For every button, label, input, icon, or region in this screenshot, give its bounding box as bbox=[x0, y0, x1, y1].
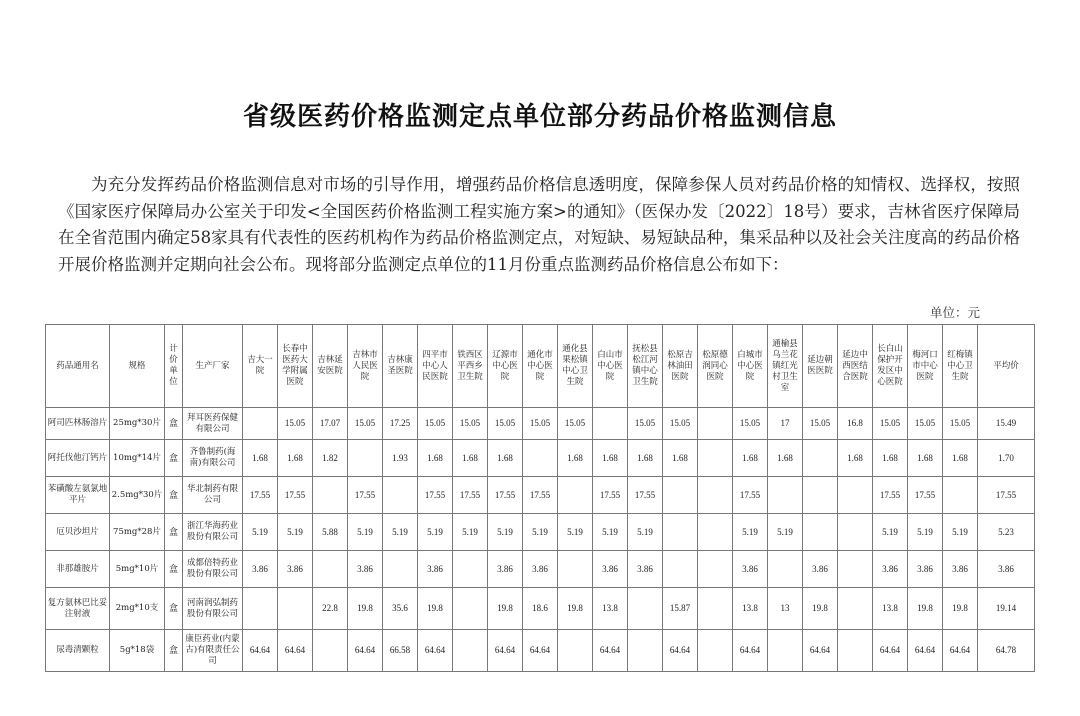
price-cell: 5.19 bbox=[243, 514, 278, 551]
price-cell: 5.19 bbox=[453, 514, 488, 551]
price-cell: 1.68 bbox=[453, 440, 488, 477]
table-row bbox=[46, 551, 1035, 588]
price-cell: 19.8 bbox=[558, 588, 593, 630]
price-cell bbox=[698, 588, 733, 630]
unit-cell: 盒 bbox=[165, 477, 183, 514]
price-cell bbox=[628, 630, 663, 672]
price-cell: 15.05 bbox=[558, 408, 593, 440]
unit-cell: 盒 bbox=[165, 551, 183, 588]
header-hospital: 松原吉林油田医院 bbox=[663, 325, 698, 408]
price-cell: 15.05 bbox=[803, 408, 838, 440]
price-cell: 64.64 bbox=[488, 630, 523, 672]
price-cell: 15.05 bbox=[488, 408, 523, 440]
price-cell: 15.05 bbox=[628, 408, 663, 440]
price-cell: 64.64 bbox=[908, 630, 943, 672]
header-hospital: 吉林康圣医院 bbox=[383, 325, 418, 408]
price-cell: 3.86 bbox=[523, 551, 558, 588]
price-cell: 5.19 bbox=[488, 514, 523, 551]
price-cell: 1.68 bbox=[733, 440, 768, 477]
price-cell bbox=[558, 477, 593, 514]
header-hospital: 通化县果松镇中心卫生院 bbox=[558, 325, 593, 408]
header-hospital: 吉林延安医院 bbox=[313, 325, 348, 408]
price-cell: 17.55 bbox=[523, 477, 558, 514]
header-hospital: 长春中医药大学附属医院 bbox=[278, 325, 313, 408]
price-cell bbox=[383, 551, 418, 588]
price-cell bbox=[313, 630, 348, 672]
header-unit: 计价单位 bbox=[165, 325, 183, 408]
header-hospital: 四平市中心人民医院 bbox=[418, 325, 453, 408]
price-cell: 13.8 bbox=[873, 588, 908, 630]
price-cell bbox=[803, 477, 838, 514]
header-hospital: 吉大一院 bbox=[243, 325, 278, 408]
price-cell bbox=[663, 551, 698, 588]
price-cell: 5.19 bbox=[593, 514, 628, 551]
price-cell bbox=[838, 588, 873, 630]
intro-paragraph bbox=[58, 172, 1020, 278]
price-cell bbox=[243, 408, 278, 440]
price-cell bbox=[628, 588, 663, 630]
average-price-cell: 3.86 bbox=[978, 551, 1035, 588]
price-cell bbox=[768, 551, 803, 588]
price-cell: 17.55 bbox=[908, 477, 943, 514]
price-cell: 64.64 bbox=[278, 630, 313, 672]
spec-cell: 2.5mg*30片 bbox=[110, 477, 165, 514]
table-row bbox=[46, 630, 1035, 672]
average-price-cell: 1.70 bbox=[978, 440, 1035, 477]
price-cell bbox=[453, 588, 488, 630]
header-hospital: 梅河口市中心医院 bbox=[908, 325, 943, 408]
price-cell: 64.64 bbox=[523, 630, 558, 672]
price-cell: 3.86 bbox=[628, 551, 663, 588]
price-cell: 17.55 bbox=[418, 477, 453, 514]
price-cell: 17.55 bbox=[453, 477, 488, 514]
price-cell bbox=[698, 514, 733, 551]
price-cell bbox=[453, 551, 488, 588]
average-price-cell: 17.55 bbox=[978, 477, 1035, 514]
manufacturer-cell: 华北制药有限公司 bbox=[183, 477, 243, 514]
price-cell: 15.05 bbox=[453, 408, 488, 440]
unit-label: 单位：元 bbox=[930, 305, 981, 320]
drug-name-cell: 厄贝沙坦片 bbox=[46, 514, 110, 551]
unit-cell: 盒 bbox=[165, 630, 183, 672]
price-cell bbox=[663, 514, 698, 551]
spec-cell: 5mg*10片 bbox=[110, 551, 165, 588]
price-cell: 15.05 bbox=[418, 408, 453, 440]
price-cell bbox=[558, 630, 593, 672]
unit-cell: 盒 bbox=[165, 440, 183, 477]
table-row bbox=[46, 440, 1035, 477]
drug-name-cell: 非那雄胺片 bbox=[46, 551, 110, 588]
price-cell: 5.88 bbox=[313, 514, 348, 551]
spec-cell: 25mg*30片 bbox=[110, 408, 165, 440]
price-cell: 17.55 bbox=[243, 477, 278, 514]
table-header-row bbox=[46, 325, 1035, 408]
price-cell: 17 bbox=[768, 408, 803, 440]
header-hospital: 通榆县乌兰花镇红光村卫生室 bbox=[768, 325, 803, 408]
table-row bbox=[46, 477, 1035, 514]
price-cell bbox=[803, 440, 838, 477]
price-cell bbox=[838, 630, 873, 672]
table-row bbox=[46, 514, 1035, 551]
unit-cell: 盒 bbox=[165, 588, 183, 630]
price-cell: 17.55 bbox=[733, 477, 768, 514]
price-cell: 22.8 bbox=[313, 588, 348, 630]
table-row bbox=[46, 588, 1035, 630]
price-cell: 19.8 bbox=[488, 588, 523, 630]
price-cell: 5.19 bbox=[278, 514, 313, 551]
header-hospital: 白城市中心医院 bbox=[733, 325, 768, 408]
price-cell: 1.68 bbox=[243, 440, 278, 477]
price-cell: 3.86 bbox=[943, 551, 978, 588]
price-cell: 3.86 bbox=[593, 551, 628, 588]
price-cell: 1.68 bbox=[768, 440, 803, 477]
price-cell: 19.8 bbox=[908, 588, 943, 630]
spec-cell: 10mg*14片 bbox=[110, 440, 165, 477]
price-cell: 64.64 bbox=[663, 630, 698, 672]
table-body bbox=[46, 408, 1035, 672]
drug-name-cell: 阿托伐他汀钙片 bbox=[46, 440, 110, 477]
price-cell: 3.86 bbox=[908, 551, 943, 588]
header-hospital: 通化市中心医院 bbox=[523, 325, 558, 408]
spec-cell: 2mg*10支 bbox=[110, 588, 165, 630]
header-hospital: 松原德润同心医院 bbox=[698, 325, 733, 408]
price-cell: 64.64 bbox=[943, 630, 978, 672]
price-cell: 3.86 bbox=[803, 551, 838, 588]
price-cell bbox=[313, 477, 348, 514]
price-cell: 1.68 bbox=[418, 440, 453, 477]
header-hospital: 抚松县松江河镇中心卫生院 bbox=[628, 325, 663, 408]
header-hospital: 白山市中心医院 bbox=[593, 325, 628, 408]
header-average: 平均价 bbox=[978, 325, 1035, 408]
price-cell bbox=[558, 551, 593, 588]
price-cell bbox=[348, 440, 383, 477]
price-cell: 15.05 bbox=[873, 408, 908, 440]
average-price-cell: 64.78 bbox=[978, 630, 1035, 672]
price-cell: 15.05 bbox=[908, 408, 943, 440]
price-cell: 5.19 bbox=[873, 514, 908, 551]
price-cell: 64.64 bbox=[593, 630, 628, 672]
price-cell bbox=[593, 408, 628, 440]
header-name: 药品通用名 bbox=[46, 325, 110, 408]
intro-text: 为充分发挥药品价格监测信息对市场的引导作用，增强药品价格信息透明度，保障参保人员对药品价格的知情权、选择权，按照《国家医疗保障局办公室关于印发<全国医药价格监测工程实施方案>的通知》（医保办发〔2022〕18号）要求，吉林省医疗保障局在全省范围内确定58家具有代表性的医药机构作为药品价格监测定点，对短缺、易短缺品种，集采品种以及社会关注度高的药品价格开展价格监测并定期向社会公布。现将部分监测定点单位的11月份重点监测药品价格信息公布如下： bbox=[58, 175, 1020, 274]
price-cell: 64.64 bbox=[243, 630, 278, 672]
price-cell: 1.68 bbox=[908, 440, 943, 477]
price-cell: 17.07 bbox=[313, 408, 348, 440]
price-cell: 66.58 bbox=[383, 630, 418, 672]
price-cell: 15.05 bbox=[348, 408, 383, 440]
price-cell: 19.8 bbox=[943, 588, 978, 630]
price-cell bbox=[383, 477, 418, 514]
price-cell: 1.93 bbox=[383, 440, 418, 477]
price-cell bbox=[698, 440, 733, 477]
price-cell: 15.05 bbox=[733, 408, 768, 440]
drug-name-cell: 阿司匹林肠溶片 bbox=[46, 408, 110, 440]
price-cell bbox=[838, 514, 873, 551]
price-cell: 64.64 bbox=[803, 630, 838, 672]
header-manufacturer: 生产厂家 bbox=[183, 325, 243, 408]
price-cell bbox=[453, 630, 488, 672]
average-price-cell: 15.49 bbox=[978, 408, 1035, 440]
price-cell: 1.68 bbox=[628, 440, 663, 477]
price-cell: 5.19 bbox=[733, 514, 768, 551]
price-cell: 1.68 bbox=[558, 440, 593, 477]
price-cell bbox=[523, 440, 558, 477]
header-hospital: 红梅镇中心卫生院 bbox=[943, 325, 978, 408]
unit-cell: 盒 bbox=[165, 408, 183, 440]
price-cell: 5.19 bbox=[558, 514, 593, 551]
table-row bbox=[46, 408, 1035, 440]
price-cell bbox=[698, 477, 733, 514]
price-cell: 19.8 bbox=[418, 588, 453, 630]
price-cell: 5.19 bbox=[418, 514, 453, 551]
price-table bbox=[45, 324, 1035, 672]
price-cell: 19.8 bbox=[803, 588, 838, 630]
header-hospital: 吉林市人民医院 bbox=[348, 325, 383, 408]
price-cell: 17.55 bbox=[348, 477, 383, 514]
drug-name-cell: 复方氨林巴比妥注射液 bbox=[46, 588, 110, 630]
price-cell: 17.55 bbox=[873, 477, 908, 514]
price-cell bbox=[838, 477, 873, 514]
price-cell bbox=[768, 477, 803, 514]
price-cell bbox=[698, 630, 733, 672]
price-cell: 1.68 bbox=[838, 440, 873, 477]
price-cell bbox=[278, 588, 313, 630]
manufacturer-cell: 康臣药业(内蒙古)有限责任公司 bbox=[183, 630, 243, 672]
price-cell: 1.68 bbox=[593, 440, 628, 477]
average-price-cell: 19.14 bbox=[978, 588, 1035, 630]
price-cell: 15.87 bbox=[663, 588, 698, 630]
manufacturer-cell: 浙江华海药业股份有限公司 bbox=[183, 514, 243, 551]
price-cell: 5.19 bbox=[348, 514, 383, 551]
price-cell: 15.05 bbox=[523, 408, 558, 440]
price-cell: 64.64 bbox=[348, 630, 383, 672]
price-cell: 13 bbox=[768, 588, 803, 630]
price-cell: 17.55 bbox=[593, 477, 628, 514]
price-cell: 13.8 bbox=[593, 588, 628, 630]
price-cell: 5.19 bbox=[943, 514, 978, 551]
header-spec: 规格 bbox=[110, 325, 165, 408]
price-cell: 3.86 bbox=[278, 551, 313, 588]
price-cell: 64.64 bbox=[733, 630, 768, 672]
price-cell: 15.05 bbox=[278, 408, 313, 440]
price-cell: 3.86 bbox=[733, 551, 768, 588]
price-cell: 5.19 bbox=[523, 514, 558, 551]
price-cell: 3.86 bbox=[243, 551, 278, 588]
price-cell: 1.68 bbox=[278, 440, 313, 477]
price-cell: 13.8 bbox=[733, 588, 768, 630]
average-price-cell: 5.23 bbox=[978, 514, 1035, 551]
price-cell: 1.68 bbox=[663, 440, 698, 477]
price-cell: 1.68 bbox=[873, 440, 908, 477]
header-hospital: 铁西区平西乡卫生院 bbox=[453, 325, 488, 408]
price-cell: 17.55 bbox=[628, 477, 663, 514]
price-cell: 18.6 bbox=[523, 588, 558, 630]
price-cell: 17.55 bbox=[278, 477, 313, 514]
manufacturer-cell: 齐鲁制药(海南)有限公司 bbox=[183, 440, 243, 477]
price-cell: 3.86 bbox=[418, 551, 453, 588]
header-hospital: 长白山保护开发区中心医院 bbox=[873, 325, 908, 408]
price-cell: 17.25 bbox=[383, 408, 418, 440]
price-cell bbox=[663, 477, 698, 514]
price-cell: 5.19 bbox=[908, 514, 943, 551]
manufacturer-cell: 拜耳医药保健有限公司 bbox=[183, 408, 243, 440]
price-cell bbox=[698, 551, 733, 588]
drug-name-cell: 苯磺酸左氨氯地平片 bbox=[46, 477, 110, 514]
price-cell bbox=[313, 551, 348, 588]
price-cell: 1.68 bbox=[488, 440, 523, 477]
price-cell: 64.64 bbox=[873, 630, 908, 672]
price-cell: 35.6 bbox=[383, 588, 418, 630]
spec-cell: 5g*18袋 bbox=[110, 630, 165, 672]
header-hospital: 延边中西医结合医院 bbox=[838, 325, 873, 408]
price-cell: 19.8 bbox=[348, 588, 383, 630]
unit-cell: 盒 bbox=[165, 514, 183, 551]
price-cell bbox=[803, 514, 838, 551]
price-cell: 17.55 bbox=[488, 477, 523, 514]
price-cell: 16.8 bbox=[838, 408, 873, 440]
document-title: 省级医药价格监测定点单位部分药品价格监测信息 bbox=[242, 102, 837, 132]
price-cell bbox=[943, 477, 978, 514]
header-hospital: 延边朝医医院 bbox=[803, 325, 838, 408]
header-hospital: 辽源市中心医院 bbox=[488, 325, 523, 408]
manufacturer-cell: 河南润弘制药股份有限公司 bbox=[183, 588, 243, 630]
price-cell: 5.19 bbox=[768, 514, 803, 551]
price-cell bbox=[243, 588, 278, 630]
price-cell: 5.19 bbox=[383, 514, 418, 551]
price-cell: 1.68 bbox=[943, 440, 978, 477]
price-cell bbox=[698, 408, 733, 440]
spec-cell: 75mg*28片 bbox=[110, 514, 165, 551]
price-cell: 1.82 bbox=[313, 440, 348, 477]
manufacturer-cell: 成都倍特药业股份有限公司 bbox=[183, 551, 243, 588]
price-cell: 15.05 bbox=[663, 408, 698, 440]
drug-name-cell: 尿毒清颗粒 bbox=[46, 630, 110, 672]
price-cell: 3.86 bbox=[873, 551, 908, 588]
price-cell bbox=[768, 630, 803, 672]
price-cell: 5.19 bbox=[628, 514, 663, 551]
price-cell: 3.86 bbox=[348, 551, 383, 588]
price-cell: 15.05 bbox=[943, 408, 978, 440]
price-cell: 3.86 bbox=[488, 551, 523, 588]
price-cell bbox=[838, 551, 873, 588]
price-cell: 64.64 bbox=[418, 630, 453, 672]
